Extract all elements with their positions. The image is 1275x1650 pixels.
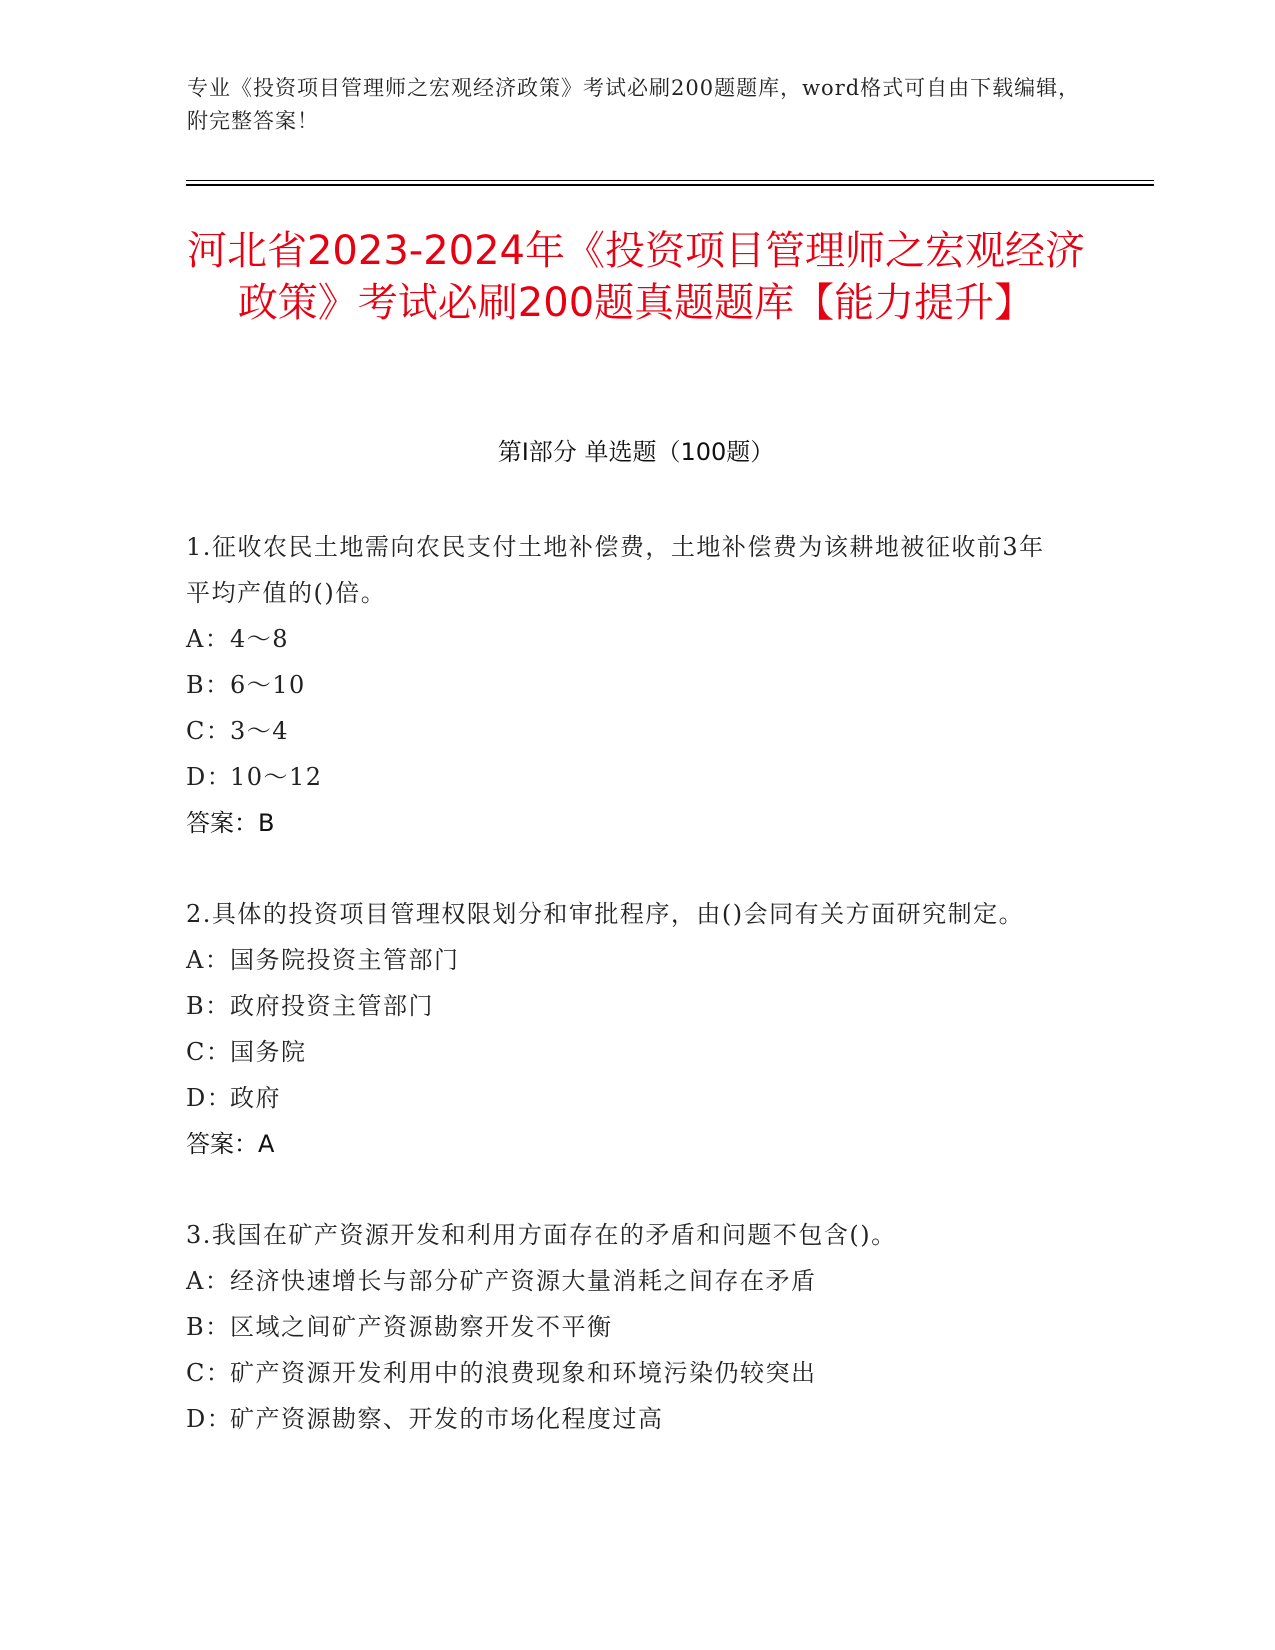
option-label: C： bbox=[186, 1359, 232, 1387]
question-text: 2.具体的投资项目管理权限划分和审批程序，由()会同有关方面研究制定。 bbox=[186, 900, 1025, 928]
option-text: 矿产资源开发利用中的浪费现象和环境污染仍较突出 bbox=[230, 1359, 817, 1387]
option-a bbox=[186, 616, 1056, 662]
option-label: C： bbox=[186, 717, 232, 745]
header-rule-thick bbox=[186, 184, 1154, 186]
option-b bbox=[186, 1304, 1056, 1350]
option-label: D： bbox=[186, 1084, 233, 1112]
option-label: B： bbox=[186, 992, 231, 1020]
question-list bbox=[186, 524, 1056, 1487]
header-rule-thin bbox=[186, 180, 1154, 181]
answer-line: 答案：B bbox=[186, 809, 275, 837]
option-label: A： bbox=[186, 946, 231, 974]
option-d bbox=[186, 1075, 1056, 1121]
option-text: 政府投资主管部门 bbox=[230, 992, 434, 1020]
option-text: 经济快速增长与部分矿产资源大量消耗之间存在矛盾 bbox=[230, 1267, 817, 1295]
option-text: 矿产资源勘察、开发的市场化程度过高 bbox=[230, 1405, 664, 1433]
option-c bbox=[186, 1029, 1056, 1075]
option-a bbox=[186, 1258, 1056, 1304]
header-note: 专业《投资项目管理师之宏观经济政策》考试必刷200题题库，word格式可自由下载编辑，附完整答案！ bbox=[187, 76, 1081, 133]
option-c bbox=[186, 708, 1056, 754]
option-b bbox=[186, 983, 1056, 1029]
option-b bbox=[186, 662, 1056, 708]
option-text: 国务院 bbox=[230, 1038, 307, 1066]
option-label: C： bbox=[186, 1038, 232, 1066]
question-3 bbox=[186, 1212, 1056, 1442]
question-text: 1.征收农民土地需向农民支付土地补偿费，土地补偿费为该耕地被征收前3年平均产值的()倍。 bbox=[186, 533, 1045, 607]
question-text: 3.我国在矿产资源开发和利用方面存在的矛盾和问题不包含()。 bbox=[186, 1221, 897, 1249]
option-d bbox=[186, 1396, 1056, 1442]
document-title: 河北省2023-2024年《投资项目管理师之宏观经济政策》考试必刷200题真题题库【能力提升】 bbox=[186, 228, 1086, 326]
option-d bbox=[186, 754, 1056, 800]
section-title: 第Ⅰ部分 单选题（100题） bbox=[497, 438, 775, 466]
option-text: 6～10 bbox=[230, 671, 306, 699]
option-label: D： bbox=[186, 1405, 233, 1433]
answer-line: 答案：A bbox=[186, 1130, 275, 1158]
option-label: A： bbox=[186, 1267, 231, 1295]
option-text: 10～12 bbox=[230, 763, 323, 791]
option-text: 4～8 bbox=[230, 625, 290, 653]
option-label: B： bbox=[186, 671, 231, 699]
option-text: 区域之间矿产资源勘察开发不平衡 bbox=[230, 1313, 613, 1341]
option-label: A： bbox=[186, 625, 231, 653]
option-label: D： bbox=[186, 763, 233, 791]
option-text: 国务院投资主管部门 bbox=[230, 946, 460, 974]
option-label: B： bbox=[186, 1313, 231, 1341]
option-text: 政府 bbox=[230, 1084, 281, 1112]
question-1 bbox=[186, 524, 1056, 846]
question-2 bbox=[186, 891, 1056, 1167]
option-c bbox=[186, 1350, 1056, 1396]
option-text: 3～4 bbox=[230, 717, 290, 745]
option-a bbox=[186, 937, 1056, 983]
